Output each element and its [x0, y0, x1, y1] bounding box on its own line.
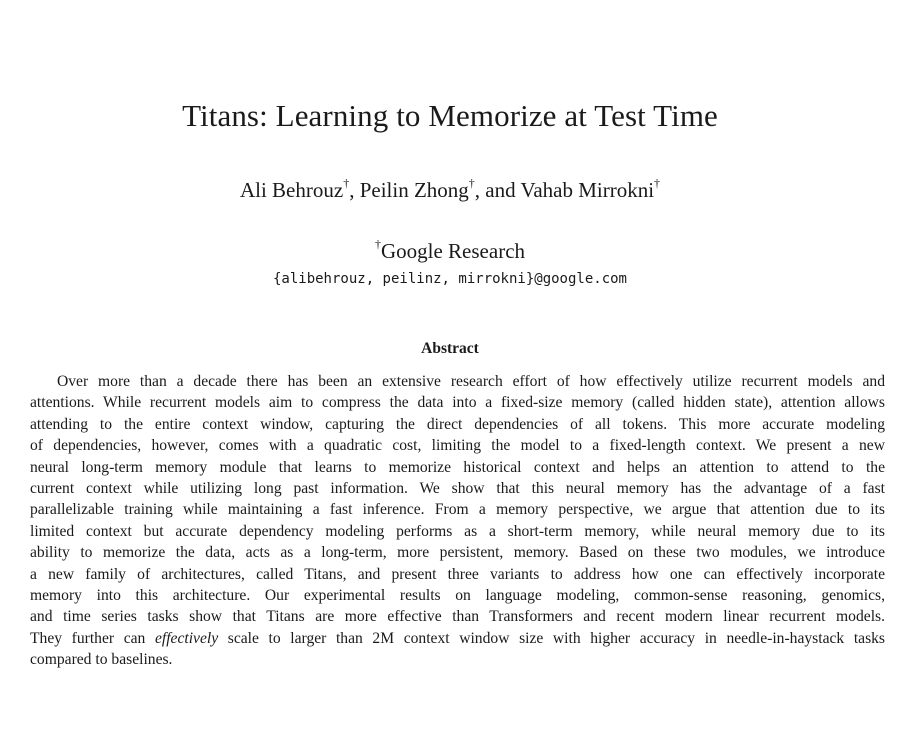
author-name: Peilin Zhong [359, 178, 469, 202]
abstract-line: parallelizable training while maintaining a fast inference. From a memory perspective, we argue that attention due to its [30, 501, 885, 519]
author-separator: , and [474, 178, 521, 202]
abstract-text: They further can [30, 629, 155, 647]
affiliation-mark: † [374, 237, 381, 251]
author-list [0, 175, 900, 205]
author-separator: , [349, 178, 360, 202]
abstract-text: scale to larger than 2M context window size with higher accuracy in needle-in-haystack tasks [218, 629, 886, 647]
abstract-line: Over more than a decade there has been an extensive research effort of how effectively utilize recurrent models and [57, 373, 885, 390]
abstract-line: neural long-term memory module that learns to memorize historical context and helps an attention to attend to the [30, 458, 885, 476]
abstract-line: a new family of architectures, called Titans, and present three variants to address how one can effectively incorporate [30, 565, 885, 583]
author-name: Vahab Mirrokni [520, 178, 655, 202]
abstract-line: compared to baselines. [30, 651, 173, 669]
abstract-line: ability to memorize the data, acts as a long-term, more persistent, memory. Based on these two modules, we introduce [30, 544, 885, 562]
abstract-line: limited context but accurate dependency modeling performs as a short-term memory, while neural memory due to its [30, 522, 885, 540]
affiliation [0, 236, 900, 266]
abstract-line [30, 628, 885, 649]
paper-title: Titans: Learning to Memorize at Test Time [182, 98, 718, 133]
abstract-line: and time series tasks show that Titans are more effective than Transformers and recent modern linear recurrent models. [30, 608, 885, 626]
author-name: Ali Behrouz [239, 178, 344, 202]
affiliation-mark: † [343, 176, 350, 190]
affiliation-name: Google Research [380, 239, 526, 263]
abstract-body [30, 371, 885, 671]
emphasized-text: effectively [154, 629, 219, 647]
abstract-line: memory into this architecture. Our experimental results on language modeling, common-sense reasoning, genomics, [30, 587, 885, 605]
author-emails: {alibehrouz, peilinz, mirrokni}@google.com [272, 271, 627, 287]
abstract-line: attentions. While recurrent models aim to compress the data into a fixed-size memory (called hidden state), attention allows [30, 394, 885, 412]
abstract-heading: Abstract [421, 340, 479, 357]
abstract-line: of dependencies, however, comes with a quadratic cost, limiting the model to a fixed-length context. We present a new [30, 437, 885, 455]
affiliation-mark: † [654, 176, 661, 190]
affiliation-mark: † [468, 176, 475, 190]
abstract-line: attending to the entire context window, capturing the direct dependencies of all tokens. This more accurate modeling [30, 415, 885, 433]
abstract-line: current context while utilizing long past information. We show that this neural memory has the advantage of a fast [30, 480, 885, 498]
